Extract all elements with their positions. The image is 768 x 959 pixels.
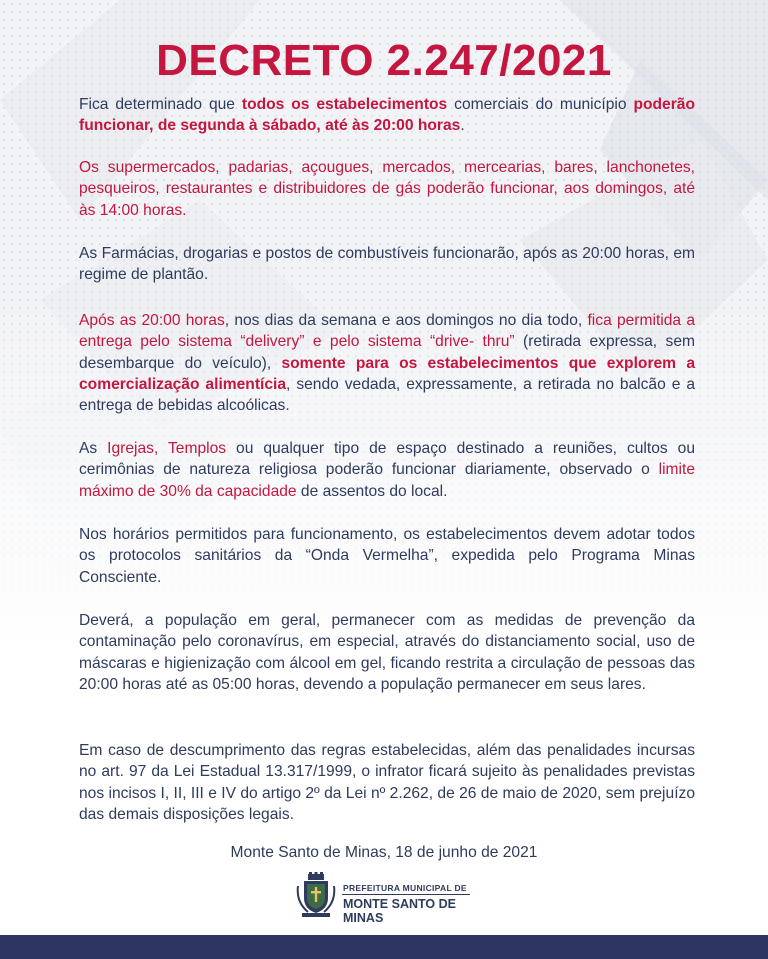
decree-title: DECRETO 2.247/2021 (156, 36, 612, 85)
footer-bar (0, 935, 768, 959)
logo-line-2: MONTE SANTO DE MINAS (343, 897, 456, 925)
paragraph-sunday-hours: Os supermercados, padarias, açougues, mercados, mercearias, bares, lanchonetes, pesqueiros, restaurantes e distribuidores de gás poderão funcionar, aos domingos, até às 14:00 horas. (79, 159, 695, 219)
paragraph-protocols: Nos horários permitidos para funcionamento, os estabelecimentos devem adotar todos os protocolos sanitários da “Onda Vermelha”, expedida pelo Programa Minas Consciente. (79, 526, 695, 586)
paragraph-opening-hours: Fica determinado que todos os estabelecimentos comerciais do município poderão funcionar, de segunda à sábado, até às 20:00 horas. (79, 96, 695, 135)
paragraph-prevention: Deverá, a população em geral, permanecer com as medidas de prevenção da contaminação pelo coronavírus, em especial, através do distanciamento social, uso de máscaras e higienização com álcool em gel, ficando restrita a circulação de pessoas das 20:00 horas até as 05:00 horas, devendo a população permanecer em seus lares. (79, 612, 695, 693)
logo-divider (342, 894, 470, 895)
paragraph-churches: As Igrejas, Templos ou qualquer tipo de espaço destinado a reuniões, cultos ou cerimônias de natureza religiosa poderão funcionar diariamente, observado o limite máximo de 30% da capacidade de assentos do local. (79, 440, 696, 500)
date-signature: Monte Santo de Minas, 18 de junho de 2021 (230, 844, 538, 861)
paragraph-delivery: Após as 20:00 horas, nos dias da semana e aos domingos no dia todo, fica permitida a entrega pelo sistema “delivery” e pelo sistema “drive- thru” (retirada expressa, sem desembarque do veículo), somente para os estabelecimentos que explorem a comercialização alimentícia, sendo vedada, expressamente, a retirada no balcão e a entrega de bebidas alcoólicas. (79, 312, 696, 415)
prefeitura-logo (296, 872, 476, 925)
paragraph-penalties: Em caso de descumprimento das regras estabelecidas, além das penalidades incursas no art. 97 da Lei Estadual 13.317/1999, o infrator ficará sujeito às penalidades previstas nos incisos I, II, III e IV do artigo 2º da Lei nº 2.262, de 26 de maio de 2020, sem prejuízo das demais disposições legais. (79, 742, 695, 823)
logo-line-1: PREFEITURA MUNICIPAL DE (343, 883, 467, 893)
paragraph-pharmacies: As Farmácias, drogarias e postos de combustíveis funcionarão, após as 20:00 horas, em regime de plantão. (79, 245, 695, 284)
coat-of-arms-icon (296, 872, 336, 918)
